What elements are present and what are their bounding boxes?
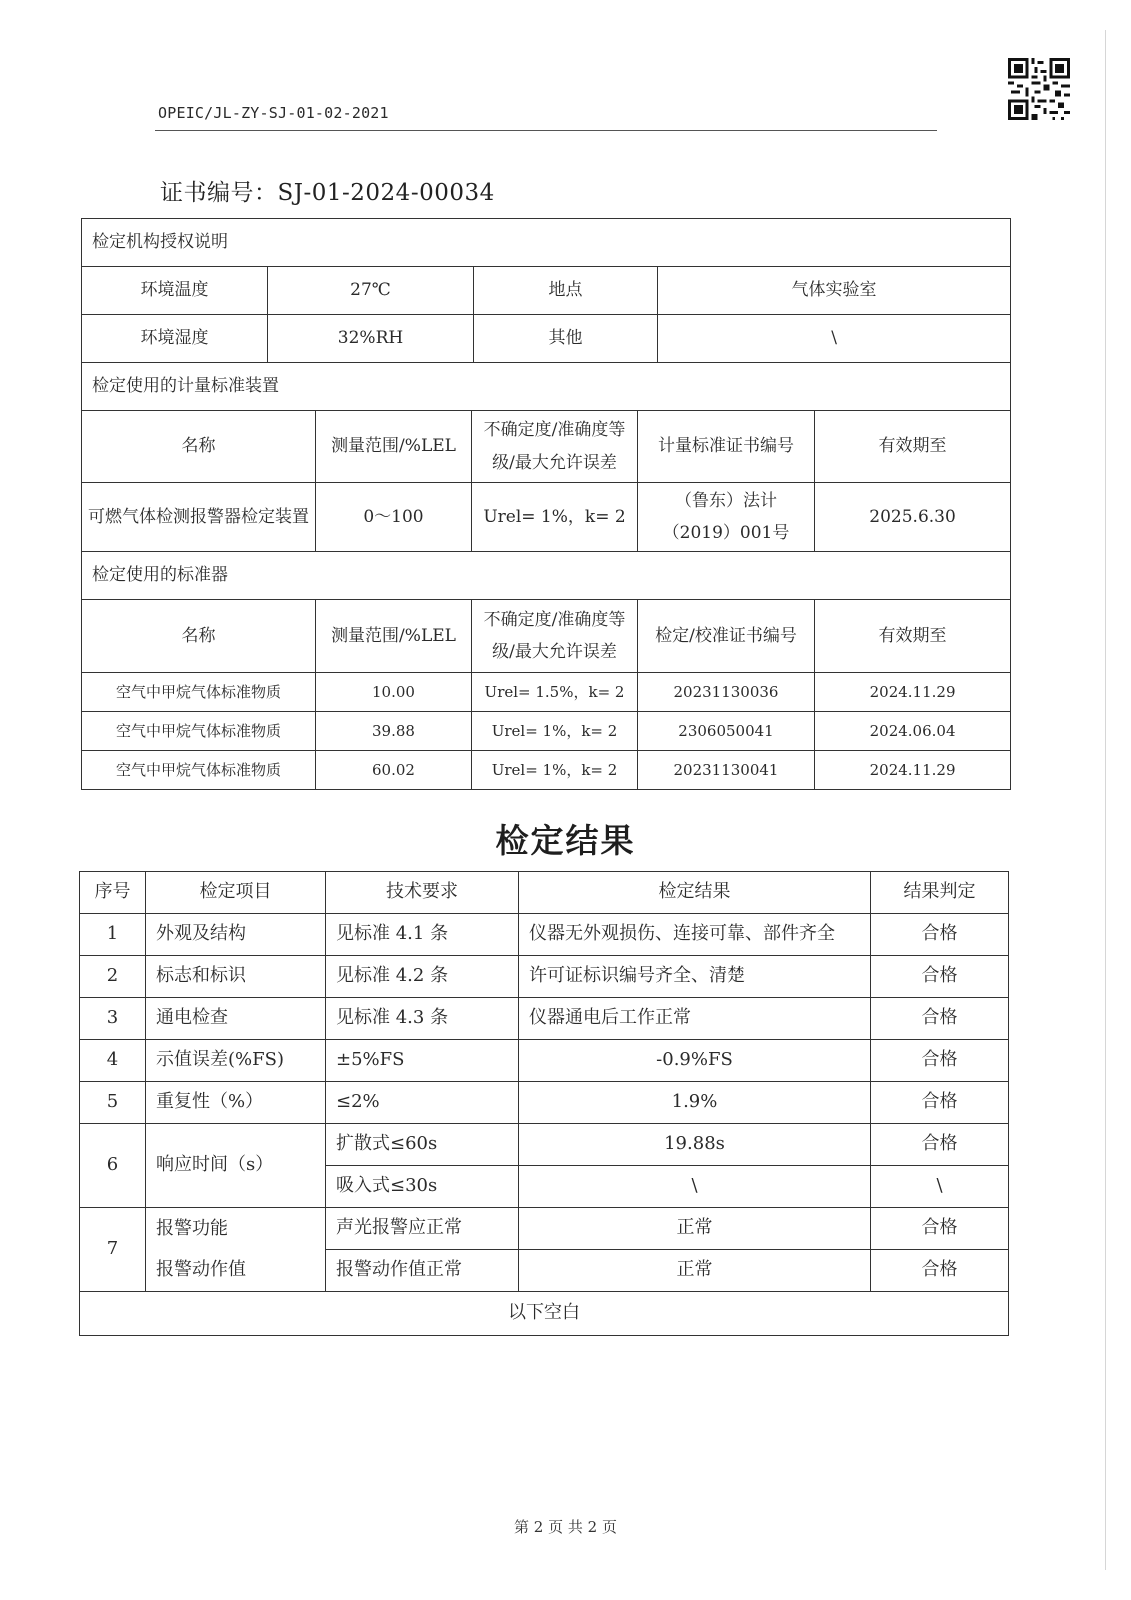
ref-header-valid-until: 有效期至 bbox=[815, 600, 1011, 673]
row-result: 许可证标识编号齐全、清楚 bbox=[519, 956, 871, 998]
row-result: 1.9% bbox=[519, 1082, 871, 1124]
verification-info-table bbox=[81, 218, 1011, 790]
blank-below-note: 以下空白 bbox=[80, 1292, 1009, 1336]
row-no: 5 bbox=[80, 1082, 146, 1124]
ref-cert-no: 20231130036 bbox=[638, 673, 815, 712]
location-value: 气体实验室 bbox=[658, 267, 1011, 315]
results-header-judgement: 结果判定 bbox=[871, 872, 1009, 914]
row-judgement: 合格 bbox=[871, 956, 1009, 998]
row-no: 1 bbox=[80, 914, 146, 956]
row-item: 标志和标识 bbox=[146, 956, 326, 998]
row-no: 6 bbox=[80, 1124, 146, 1208]
page-number: 第 2 页 共 2 页 bbox=[514, 1518, 617, 1536]
ref-name: 空气中甲烷气体标准物质 bbox=[82, 751, 316, 790]
location-label: 地点 bbox=[474, 267, 658, 315]
std-header-range: 测量范围/%LEL bbox=[316, 411, 472, 483]
qr-code-icon bbox=[1008, 58, 1070, 120]
other-label: 其他 bbox=[474, 315, 658, 363]
ref-range: 60.02 bbox=[316, 751, 472, 790]
row-no: 3 bbox=[80, 998, 146, 1040]
row-no: 2 bbox=[80, 956, 146, 998]
row-judgement: 合格 bbox=[871, 1208, 1009, 1250]
std-header-valid-until: 有效期至 bbox=[815, 411, 1011, 483]
row-result: 19.88s bbox=[519, 1124, 871, 1166]
table-row bbox=[80, 1250, 1009, 1292]
row-item: 重复性（%） bbox=[146, 1082, 326, 1124]
ref-cert-no: 2306050041 bbox=[638, 712, 815, 751]
row-requirement: 扩散式≤60s bbox=[326, 1124, 519, 1166]
row-judgement: 合格 bbox=[871, 1124, 1009, 1166]
row-item: 报警动作值 bbox=[146, 1250, 326, 1292]
table-row bbox=[80, 1124, 1009, 1166]
row-requirement: 声光报警应正常 bbox=[326, 1208, 519, 1250]
document-code: OPEIC/JL-ZY-SJ-01-02-2021 bbox=[158, 104, 389, 122]
table-row bbox=[80, 914, 1009, 956]
results-header-item: 检定项目 bbox=[146, 872, 326, 914]
std-device-range: 0～100 bbox=[316, 483, 472, 552]
row-requirement: 见标准 4.2 条 bbox=[326, 956, 519, 998]
table-row bbox=[80, 1208, 1009, 1250]
env-humidity-label: 环境湿度 bbox=[82, 315, 268, 363]
std-header-name: 名称 bbox=[82, 411, 316, 483]
row-judgement: 合格 bbox=[871, 1250, 1009, 1292]
ref-range: 39.88 bbox=[316, 712, 472, 751]
row-judgement: \ bbox=[871, 1166, 1009, 1208]
row-requirement: 见标准 4.3 条 bbox=[326, 998, 519, 1040]
row-item: 响应时间（s） bbox=[146, 1124, 326, 1208]
std-device-valid-until: 2025.6.30 bbox=[815, 483, 1011, 552]
row-item: 通电检查 bbox=[146, 998, 326, 1040]
row-result: 正常 bbox=[519, 1250, 871, 1292]
results-header-requirement: 技术要求 bbox=[326, 872, 519, 914]
std-device-uncertainty: Urel= 1%，k= 2 bbox=[472, 483, 638, 552]
ref-range: 10.00 bbox=[316, 673, 472, 712]
table-row bbox=[82, 751, 1011, 790]
table-row bbox=[80, 1040, 1009, 1082]
row-result: 正常 bbox=[519, 1208, 871, 1250]
ref-valid-until: 2024.11.29 bbox=[815, 751, 1011, 790]
other-value: \ bbox=[658, 315, 1011, 363]
ref-valid-until: 2024.11.29 bbox=[815, 673, 1011, 712]
certificate-number-value: SJ-01-2024-00034 bbox=[277, 180, 495, 206]
certificate-number bbox=[160, 174, 495, 207]
row-item: 报警功能 bbox=[146, 1208, 326, 1250]
row-judgement: 合格 bbox=[871, 1040, 1009, 1082]
env-temp-label: 环境温度 bbox=[82, 267, 268, 315]
table-row bbox=[82, 673, 1011, 712]
ref-uncertainty: Urel= 1%，k= 2 bbox=[472, 712, 638, 751]
row-requirement: 报警动作值正常 bbox=[326, 1250, 519, 1292]
ref-valid-until: 2024.06.04 bbox=[815, 712, 1011, 751]
reference-section-title: 检定使用的标准器 bbox=[82, 552, 1011, 600]
ref-header-range: 测量范围/%LEL bbox=[316, 600, 472, 673]
row-item: 示值误差(%FS) bbox=[146, 1040, 326, 1082]
row-requirement: ±5%FS bbox=[326, 1040, 519, 1082]
results-header-no: 序号 bbox=[80, 872, 146, 914]
standard-device-section-title: 检定使用的计量标准装置 bbox=[82, 363, 1011, 411]
env-temp-value: 27℃ bbox=[268, 267, 474, 315]
table-row bbox=[80, 998, 1009, 1040]
row-no: 4 bbox=[80, 1040, 146, 1082]
row-result: 仪器无外观损伤、连接可靠、部件齐全 bbox=[519, 914, 871, 956]
row-result: \ bbox=[519, 1166, 871, 1208]
certificate-number-label: 证书编号： bbox=[160, 180, 278, 206]
ref-uncertainty: Urel= 1.5%，k= 2 bbox=[472, 673, 638, 712]
ref-cert-no: 20231130041 bbox=[638, 751, 815, 790]
header-divider bbox=[155, 130, 937, 131]
ref-header-name: 名称 bbox=[82, 600, 316, 673]
ref-header-uncertainty: 不确定度/准确度等级/最大允许误差 bbox=[472, 600, 638, 673]
row-requirement: 吸入式≤30s bbox=[326, 1166, 519, 1208]
std-header-uncertainty: 不确定度/准确度等级/最大允许误差 bbox=[472, 411, 638, 483]
ref-uncertainty: Urel= 1%，k= 2 bbox=[472, 751, 638, 790]
row-item: 外观及结构 bbox=[146, 914, 326, 956]
env-humidity-value: 32%RH bbox=[268, 315, 474, 363]
scan-edge-line bbox=[1105, 30, 1106, 1570]
row-no: 7 bbox=[80, 1208, 146, 1292]
row-judgement: 合格 bbox=[871, 998, 1009, 1040]
row-result: 仪器通电后工作正常 bbox=[519, 998, 871, 1040]
row-judgement: 合格 bbox=[871, 914, 1009, 956]
row-judgement: 合格 bbox=[871, 1082, 1009, 1124]
results-header-result: 检定结果 bbox=[519, 872, 871, 914]
std-device-name: 可燃气体检测报警器检定装置 bbox=[82, 483, 316, 552]
table-row bbox=[82, 712, 1011, 751]
ref-header-cert-no: 检定/校准证书编号 bbox=[638, 600, 815, 673]
std-header-cert-no: 计量标准证书编号 bbox=[638, 411, 815, 483]
ref-name: 空气中甲烷气体标准物质 bbox=[82, 712, 316, 751]
authorization-section-title: 检定机构授权说明 bbox=[82, 219, 1011, 267]
results-table bbox=[79, 871, 1009, 1336]
std-device-cert-no: （鲁东）法计（2019）001号 bbox=[638, 483, 815, 552]
table-row bbox=[80, 956, 1009, 998]
table-row bbox=[80, 1082, 1009, 1124]
row-result: -0.9%FS bbox=[519, 1040, 871, 1082]
ref-name: 空气中甲烷气体标准物质 bbox=[82, 673, 316, 712]
row-requirement: 见标准 4.1 条 bbox=[326, 914, 519, 956]
results-title: 检定结果 bbox=[495, 821, 636, 860]
row-requirement: ≤2% bbox=[326, 1082, 519, 1124]
